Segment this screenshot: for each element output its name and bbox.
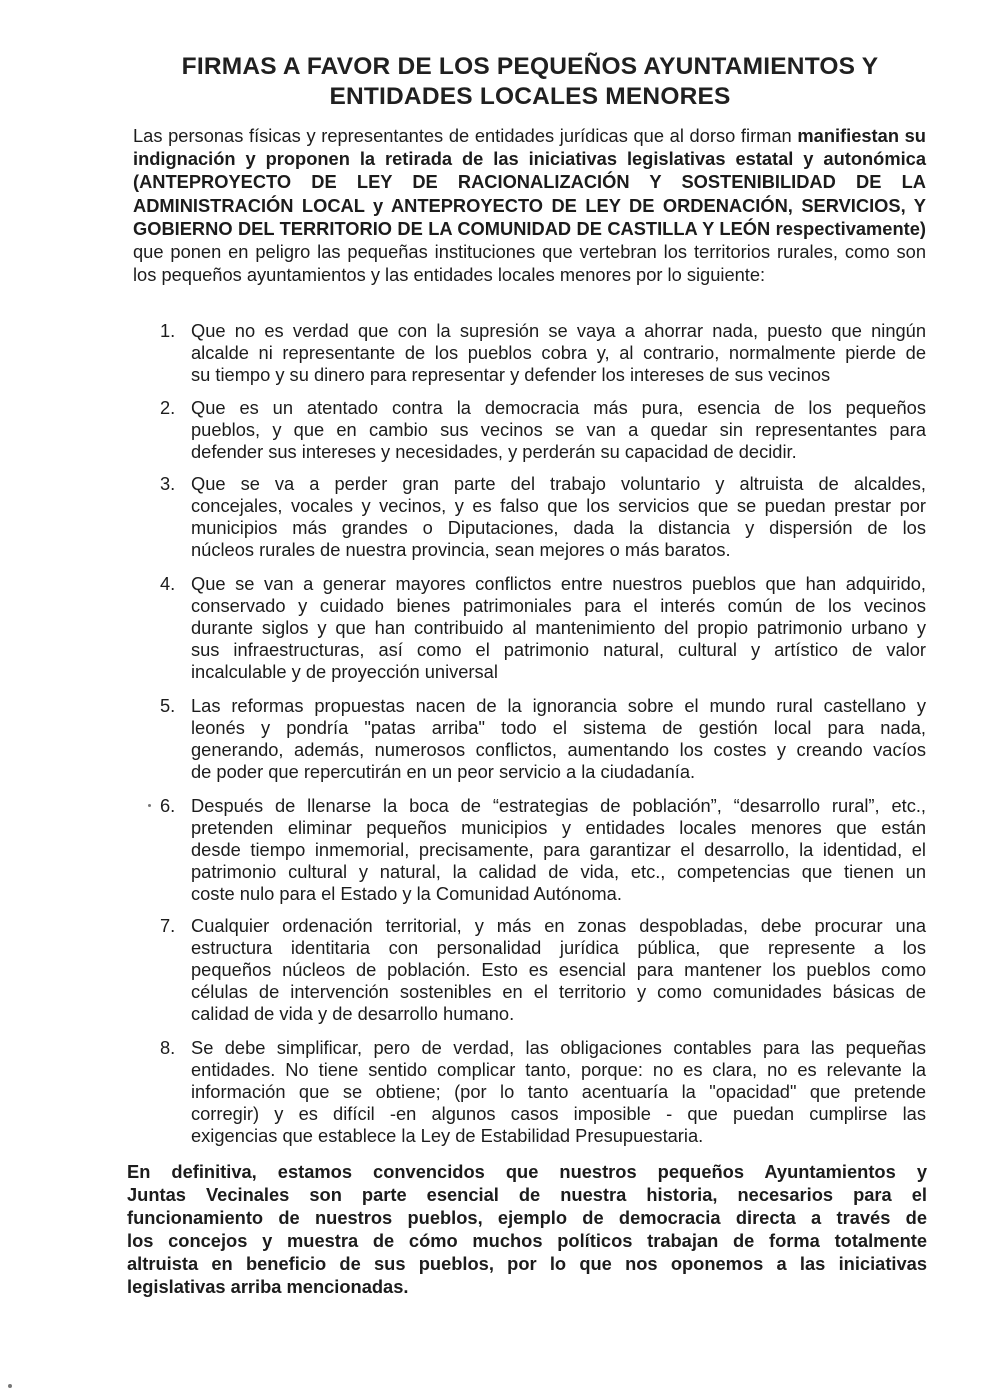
list-item-text — [191, 795, 926, 905]
list-item-line: su tiempo y su dinero para representar y defender los intereses de sus vecinos — [191, 363, 831, 385]
list-item-line: Después de llenarse la boca de “estrategias de población”, “desarrollo rural”, etc., — [191, 795, 926, 816]
list-item-line: exigencias que establece la Ley de Estabilidad Presupuestaria. — [191, 1124, 704, 1146]
list-item-text — [191, 1037, 926, 1147]
list-item-line: Las reformas propuestas nacen de la ignorancia sobre el mundo rural castellano y — [191, 695, 926, 716]
list-item-line: municipios más grandes o Diputaciones, dada la distancia y dispersión de los — [191, 516, 926, 538]
list-item-number: 1. — [160, 320, 176, 341]
list-item-number: 3. — [160, 473, 176, 494]
conclusion-line: altruista en beneficio de sus pueblos, por lo que nos oponemos a las iniciativas — [127, 1253, 927, 1275]
list-item-line: concejales, vocales y vecinos, y es falso que los servicios que se puedan prestar por — [191, 494, 926, 516]
list-item-line: entidades. No tiene sentido complicar tanto, porque: no es clara, no es relevante la — [191, 1058, 926, 1080]
list-item-line: sus infraestructuras, así como el patrimonio natural, cultural y artístico de valor — [191, 638, 926, 660]
conclusion-line: los concejos y muestra de cómo muchos políticos trabajan de forma totalmente — [127, 1230, 927, 1252]
list-item-line: alcalde ni representante de los pueblos cobra y, al contrario, normalmente pierde de — [191, 341, 926, 363]
list-item-line: información que se obtiene; (por lo tanto acentuaría la "opacidad" que pretende — [191, 1080, 926, 1102]
intro-bold-text: manifiestan su indignación y proponen la retirada de las iniciativas legislativas estatal y autonómica (ANTEPROYECTO DE LEY DE RACIONALIZACIÓN Y SOSTENIBILIDAD DE LA ADMINISTRACIÓN LOCAL y ANTEPROYECTO DE LEY DE ORDENACIÓN, SERVICIOS, Y GOBIERNO DEL TERRITORIO DE LA COMUNIDAD DE CASTILLA Y LEÓN respectivamente) — [133, 125, 926, 239]
list-item-line: coste nulo para el Estado y la Comunidad Autónoma. — [191, 882, 622, 904]
list-item-line: calidad de vida y de desarrollo humano. — [191, 1002, 515, 1024]
list-item-line: incalculable y de proyección universal — [191, 660, 498, 682]
list-item-line: desde tiempo inmemorial, precisamente, para garantizar el desarrollo, la identidad, el — [191, 838, 926, 860]
list-item-line: conservado y cuidado bienes patrimoniales para el interés común de los vecinos — [191, 594, 926, 616]
list-item-number: 4. — [160, 573, 176, 594]
intro-paragraph — [133, 124, 926, 286]
list-item-line: patrimonio cultural y natural, la calidad de vida, etc., competencias que tienen un — [191, 860, 926, 882]
document-title — [130, 52, 930, 112]
list-item-number: 2. — [160, 397, 176, 418]
list-item-text — [191, 473, 926, 561]
list-item-line: estructura identitaria con personalidad jurídica pública, que represente a los — [191, 936, 926, 958]
list-item-text — [191, 915, 926, 1025]
conclusion-line: funcionamiento de nuestros pueblos, ejemplo de democracia directa a través de — [127, 1207, 927, 1229]
list-item-text — [191, 320, 926, 386]
list-item-text — [191, 695, 926, 783]
intro-text-2: que ponen en peligro las pequeñas instituciones que vertebran los territorios rurales, como son los pequeños ayuntamientos y las entidades locales menores por lo siguiente: — [133, 241, 926, 286]
conclusion-line: legislativas arriba mencionadas. — [127, 1276, 409, 1298]
scan-speck — [8, 1384, 12, 1388]
conclusion-line: Juntas Vecinales son parte esencial de nuestra historia, necesarios para el — [127, 1184, 927, 1206]
title-line-2: ENTIDADES LOCALES MENORES — [329, 83, 731, 110]
list-item-line: de poder que repercutirán en un peor servicio a la ciudadanía. — [191, 760, 696, 782]
list-item-number: 6. — [160, 795, 176, 816]
list-item-line: pequeños núcleos de población. Esto es esencial para mantener los pueblos como — [191, 958, 926, 980]
conclusion-paragraph — [127, 1160, 927, 1299]
list-item-line: Que es un atentado contra la democracia más pura, esencia de los pequeños — [191, 397, 926, 418]
list-item-number: 5. — [160, 695, 176, 716]
list-item-line: leonés y pondría "patas arriba" todo el sistema de gestión local para nada, — [191, 716, 926, 738]
list-item-line: Cualquier ordenación territorial, y más en zonas despobladas, debe procurar una — [191, 915, 926, 936]
list-item-line: Que no es verdad que con la supresión se vaya a ahorrar nada, puesto que ningún — [191, 320, 926, 341]
list-item-line: pueblos, y que en cambio sus vecinos se van a quedar sin representantes para — [191, 418, 926, 440]
list-item-line: núcleos rurales de nuestra provincia, sean mejores o más baratos. — [191, 538, 731, 560]
list-item-line: Que se van a generar mayores conflictos entre nuestros pueblos que han adquirido, — [191, 573, 926, 594]
list-item-line: generando, además, numerosos conflictos, aumentando los costes y creando vacíos — [191, 738, 926, 760]
list-item-line: defender sus intereses y necesidades, y perderán su capacidad de decidir. — [191, 440, 797, 462]
list-item-text — [191, 397, 926, 463]
scan-speck — [148, 804, 151, 807]
list-item-line: pretenden eliminar pequeños municipios y entidades locales menores que están — [191, 816, 926, 838]
list-item-line: corregir) y es difícil -en algunos casos imposible - que puedan cumplirse las — [191, 1102, 926, 1124]
list-item-line: células de intervención sostenibles en el territorio y como comunidades básicas de — [191, 980, 926, 1002]
list-item-text — [191, 573, 926, 683]
intro-text-1: Las personas físicas y representantes de entidades jurídicas que al dorso firman — [133, 125, 792, 146]
list-item-number: 8. — [160, 1037, 176, 1058]
list-item-line: durante siglos y que han contribuido al mantenimiento del propio patrimonio urbano y — [191, 616, 926, 638]
list-item-number: 7. — [160, 915, 176, 936]
list-item-line: Que se va a perder gran parte del trabajo voluntario y altruista de alcaldes, — [191, 473, 926, 494]
title-line-1: FIRMAS A FAVOR DE LOS PEQUEÑOS AYUNTAMIENTOS Y — [181, 53, 879, 80]
conclusion-line: En definitiva, estamos convencidos que nuestros pequeños Ayuntamientos y — [127, 1161, 927, 1182]
list-item-line: Se debe simplificar, pero de verdad, las obligaciones contables para las pequeñas — [191, 1037, 926, 1058]
